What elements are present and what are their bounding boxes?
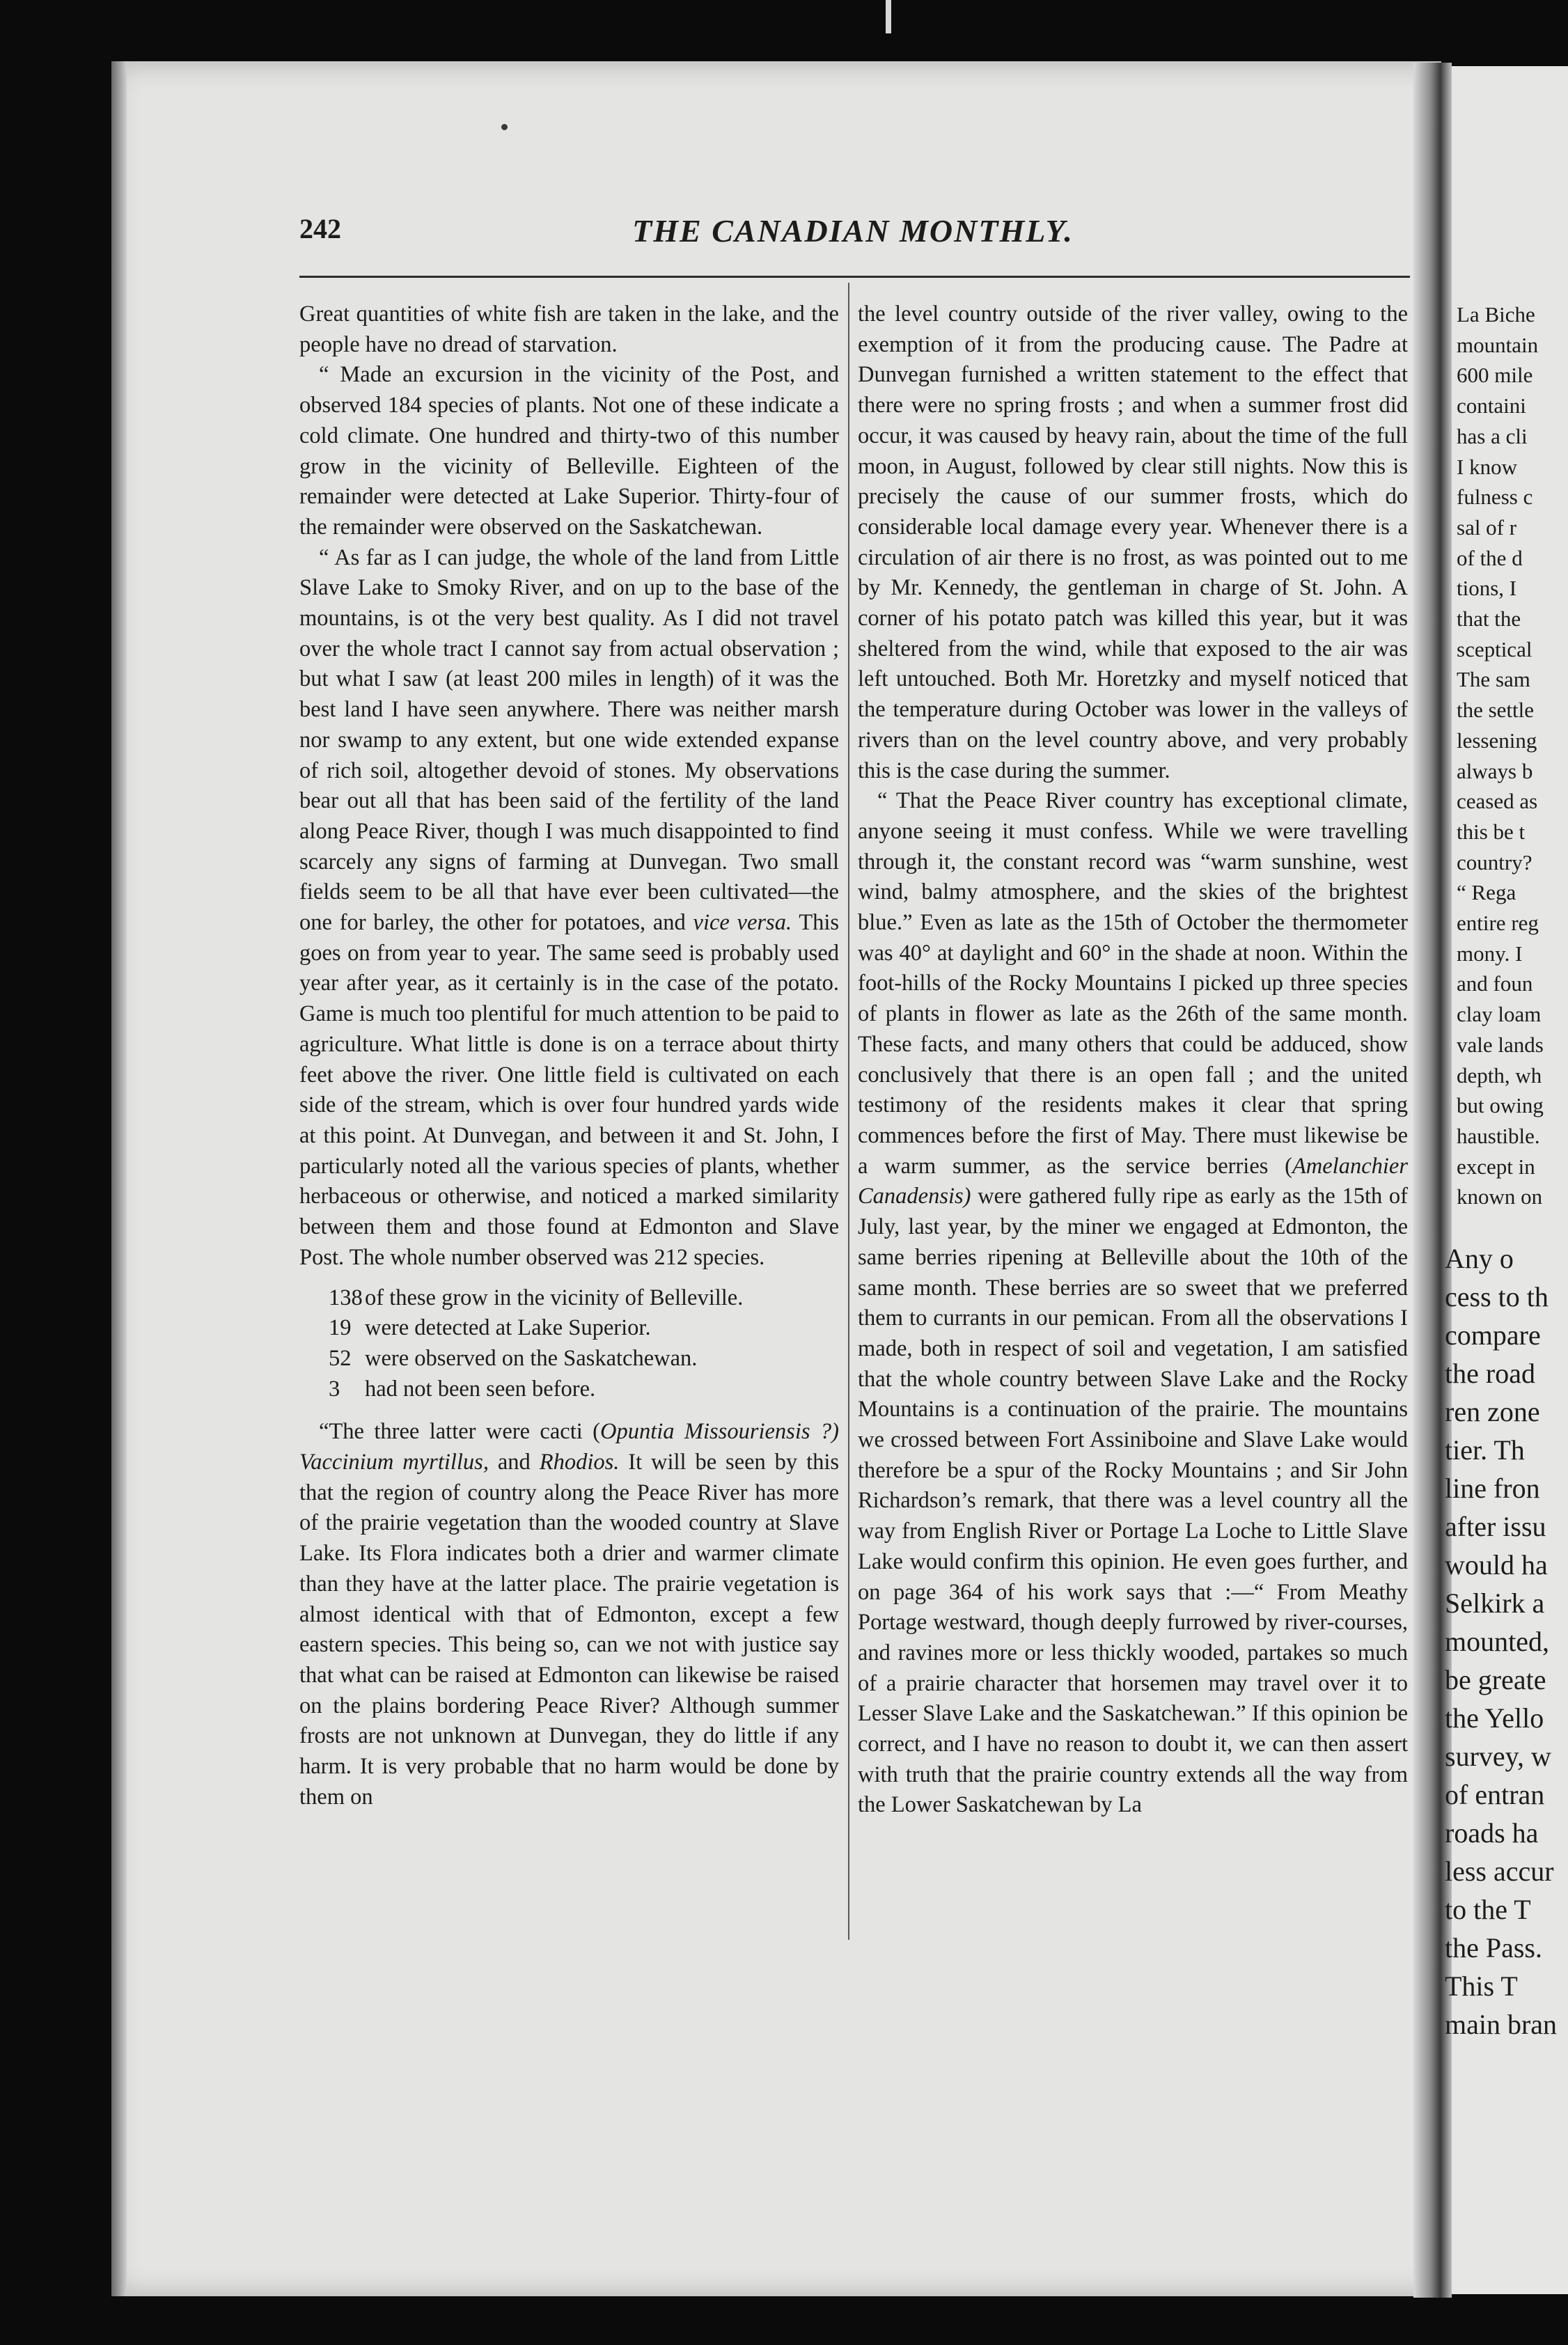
fragment-line: sal of r (1457, 515, 1517, 540)
fragment-line: ren zone (1445, 1396, 1540, 1427)
fragment-line: but owing (1457, 1093, 1544, 1118)
fragment-line: of the d (1457, 545, 1523, 570)
paragraph-text: “The three latter were cacti ( (319, 1419, 600, 1445)
fragment-line: La Biche (1457, 302, 1535, 327)
list-text: of these grow in the vicinity of Belleville. (365, 1285, 744, 1310)
running-head (299, 212, 1406, 268)
fragment-line: line fron (1445, 1473, 1540, 1504)
species-list (329, 1283, 839, 1405)
fragment-line: vale lands (1457, 1032, 1544, 1057)
fragment-line: containi (1457, 393, 1526, 418)
running-title: THE CANADIAN MONTHLY. (632, 213, 1074, 249)
fragment-line: the road (1445, 1358, 1535, 1389)
list-text: were observed on the Saskatchewan. (365, 1345, 698, 1371)
fragment-line: be greate (1445, 1664, 1546, 1695)
fragment-line: would ha (1445, 1549, 1548, 1581)
italic-phrase: Opuntia Missouriensis ?) (600, 1419, 839, 1445)
italic-phrase: Amelanchier Canadensis) (858, 1153, 1408, 1209)
paragraph-text: and (497, 1450, 531, 1475)
list-item (329, 1283, 839, 1314)
fragment-line: compare (1445, 1319, 1541, 1351)
fragment-line: after issu (1445, 1511, 1546, 1542)
ink-spot (501, 124, 508, 130)
list-text: were detected at Lake Superior. (365, 1315, 651, 1341)
paragraph (299, 543, 839, 1273)
fragment-line: of entran (1445, 1779, 1545, 1810)
column-divider (848, 283, 849, 1940)
fragment-line: mountain (1457, 332, 1539, 357)
fragment-line: to the T (1445, 1894, 1531, 1925)
fragment-line: less accur (1445, 1856, 1554, 1887)
fragment-line: fulness c (1457, 485, 1533, 510)
paragraph-text: This goes on from year to year. The same seed is probably used year after year, as it certainly is in the case of the potato. Game is much too plentiful for much attention to be paid to agriculture. What little is done is on a terrace about thirty feet above the river. One little field is cultivated on each side of the stream, which is over four hundred yards wide at this point. At Dunvegan, and between it and St. John, I particularly noted all the various species of plants, whether herbaceous or otherwise, and noticed a marked similarity between them and those found at Edmonton and Slave Post. The whole number observed was 212 species. (299, 910, 839, 1270)
fragment-line: entire reg (1457, 911, 1539, 936)
fragment-line: main bran (1445, 2009, 1558, 2040)
list-item (329, 1313, 839, 1344)
fragment-line: cess to th (1445, 1281, 1549, 1312)
list-number: 138 (329, 1285, 363, 1310)
left-column (299, 299, 839, 1812)
fragment-line: ceased as (1457, 789, 1538, 814)
fragment-line: the Pass. (1445, 1932, 1542, 1963)
fragment-line: haustible. (1457, 1123, 1540, 1148)
paragraph-text: were gathered fully ripe as early as the 15th of July, last year, by the miner we engaged at Edmonton, the same berries ripening at Belleville about the 10th of the same month. These berries are so sweet that we preferred them to currants in our pemican. From all the observations I made, both in respect of soil and vegetation, I am satisfied that the whole country between Slave Lake and the Rocky Mountains is a continuation of the prairie. The mountains we crossed between Fort Assiniboine and Slave Lake would therefore be a spur of the Rocky Mountains ; and Sir John Richardson’s remark, that there was a level country all the way from English River or Portage La Loche to Little Slave Lake would confirm this opinion. He even goes further, and on page 364 of his work says that :—“ From Meathy Portage westward, though deeply furrowed by river-courses, and ravines more or less thickly wooded, partakes so much of a prairie character that horsemen may travel over it to Lesser Slave Lake and the Saskatchewan.” If this opinion be correct, and I have no reason to doubt it, we can then assert with truth that the prairie country extends all the way from the Lower Saskatchewan by La (858, 1184, 1409, 1818)
fragment-line: This T (1445, 1970, 1518, 2002)
paragraph-text: “ As far as I can judge, the whole of the land from Little Slave Lake to Smoky River, and on up to the base of the mountains, is ot the very best quality. As I did not travel over the whole tract I cannot say from actual observation ; but what I saw (at least 200 miles in length) of it was the best land I have seen anywhere. There was neither marsh nor swamp to any extent, but one wide extended expanse of rich soil, altogether devoid of stones. My observations bear out all that has been said of the fertility of the land along Peace River, though I was much disappointed to find scarcely any signs of farming at Dunvegan. Two small fields seem to be all that have ever been cultivated—the one for barley, the other for potatoes, and (299, 544, 839, 936)
fragment-line: survey, w (1445, 1741, 1551, 1772)
italic-phrase: Rhodios. (539, 1450, 620, 1475)
fragment-line: clay loam (1457, 1002, 1542, 1027)
fragment-line: sceptical (1457, 636, 1532, 661)
fragment-line: mounted, (1445, 1626, 1549, 1657)
header-rule (299, 276, 1410, 278)
fragment-line: mony. I (1457, 941, 1523, 966)
paragraph: the level country outside of the river valley, owing to the exemption of it from the producing cause. The Padre at Dunvegan furnished a written statement to the effect that there were no spring frosts ; and when a summer frost did occur, it was caused by heavy rain, about the time of the full moon, in August, followed by clear still nights. Now this is precisely the cause of our summer frosts, which do considerable local damage every year. Whenever there is a circulation of air there is no frost, as was pointed out to me by Mr. Kennedy, the gentleman in charge of St. John. A corner of his potato patch was killed this year, but it was sheltered from the wind, while that exposed to the air was left untouched. Both Mr. Horetzky and myself noticed that the temperature during October was lower in the valleys of rivers than on the level country above, and very probably this is the case during the summer. (858, 301, 1408, 783)
fragment-line: The sam (1457, 667, 1530, 692)
list-number: 19 (329, 1315, 352, 1341)
paragraph: Great quantities of white fish are taken in the lake, and the people have no dread of starvation. (299, 301, 839, 357)
list-number: 52 (329, 1345, 352, 1371)
italic-phrase: Vaccinium myrtillus, (299, 1450, 489, 1475)
fragment-line: that the (1457, 606, 1521, 632)
fragment-line: country? (1457, 849, 1532, 875)
right-column (858, 299, 1408, 1821)
fragment-line: has a cli (1457, 423, 1528, 448)
italic-phrase: vice versa. (693, 910, 792, 936)
fragment-line: “ Rega (1457, 880, 1516, 905)
paragraph-text: “ That the Peace River country has exceptional climate, anyone seeing it must confess. While we were travelling through it, the constant record was “warm sunshine, west wind, balmy atmosphere, and the skies of the brightest blue.” Even as late as the 15th of October the thermometer was 40° at daylight and 60° in the shade at noon. Within the foot-hills of the Rocky Mountains I picked up three species of plants in flower as late as the 26th of the same month. These facts, and many others that could be adduced, show conclusively that there is an open fall ; and the united testimony of the residents makes it clear that spring commences before the first of May. There must likewise be a warm summer, as the service berries ( (858, 788, 1408, 1179)
fragment-line: tier. Th (1445, 1434, 1525, 1466)
fragment-line: and foun (1457, 971, 1533, 996)
fragment-line: except in (1457, 1154, 1535, 1179)
list-text: had not been seen before. (365, 1376, 596, 1402)
paragraph: “ Made an excursion in the vicinity of the Post, and observed 184 species of plants. Not one of these indicate a cold climate. One hundred and thirty-two of this number grow in the vicinity of Belleville. Eighteen of the remainder were detected at Lake Superior. Thirty-four of the remainder were observed on the Saskatchewan. (299, 362, 839, 540)
fragment-line: known on (1457, 1184, 1543, 1209)
fragment-line: the settle (1457, 698, 1535, 723)
fragment-line: this be t (1457, 819, 1526, 844)
paragraph (858, 786, 1408, 1821)
fragment-line: roads ha (1445, 1817, 1539, 1849)
fragment-line: 600 mile (1457, 363, 1533, 388)
list-item (329, 1374, 839, 1405)
fragment-line: always b (1457, 758, 1533, 783)
page-number: 242 (299, 213, 341, 244)
fragment-line: the Yello (1445, 1702, 1544, 1734)
list-item (329, 1344, 839, 1374)
list-number: 3 (329, 1376, 340, 1402)
fragment-line: Any o (1445, 1243, 1514, 1274)
scan-mark (886, 0, 891, 33)
fragment-line: tions, I (1457, 576, 1517, 601)
fragment-line: Selkirk a (1445, 1587, 1545, 1619)
fragment-line: I know (1457, 454, 1517, 479)
paragraph-text: It will be seen by this that the region of country along the Peace River has more of the prairie vegetation than the wooded country at Slave Lake. Its Flora indicates both a drier and warmer climate than they have at the latter place. The prairie vegetation is almost identical with that of Edmonton, except a few eastern species. This being so, can we not with justice say that what can be raised at Edmonton can likewise be raised on the plains bordering Peace River? Although summer frosts are not unknown at Dunvegan, they do little if any harm. It is very probable that no harm would be done by them on (299, 1450, 840, 1810)
adjacent-page-text-large (1445, 1239, 1557, 2044)
page-edge (111, 61, 127, 2296)
fragment-line: lessening (1457, 728, 1537, 753)
paragraph (299, 1417, 839, 1812)
fragment-line: depth, wh (1457, 1062, 1542, 1088)
adjacent-page-text (1457, 299, 1544, 1212)
